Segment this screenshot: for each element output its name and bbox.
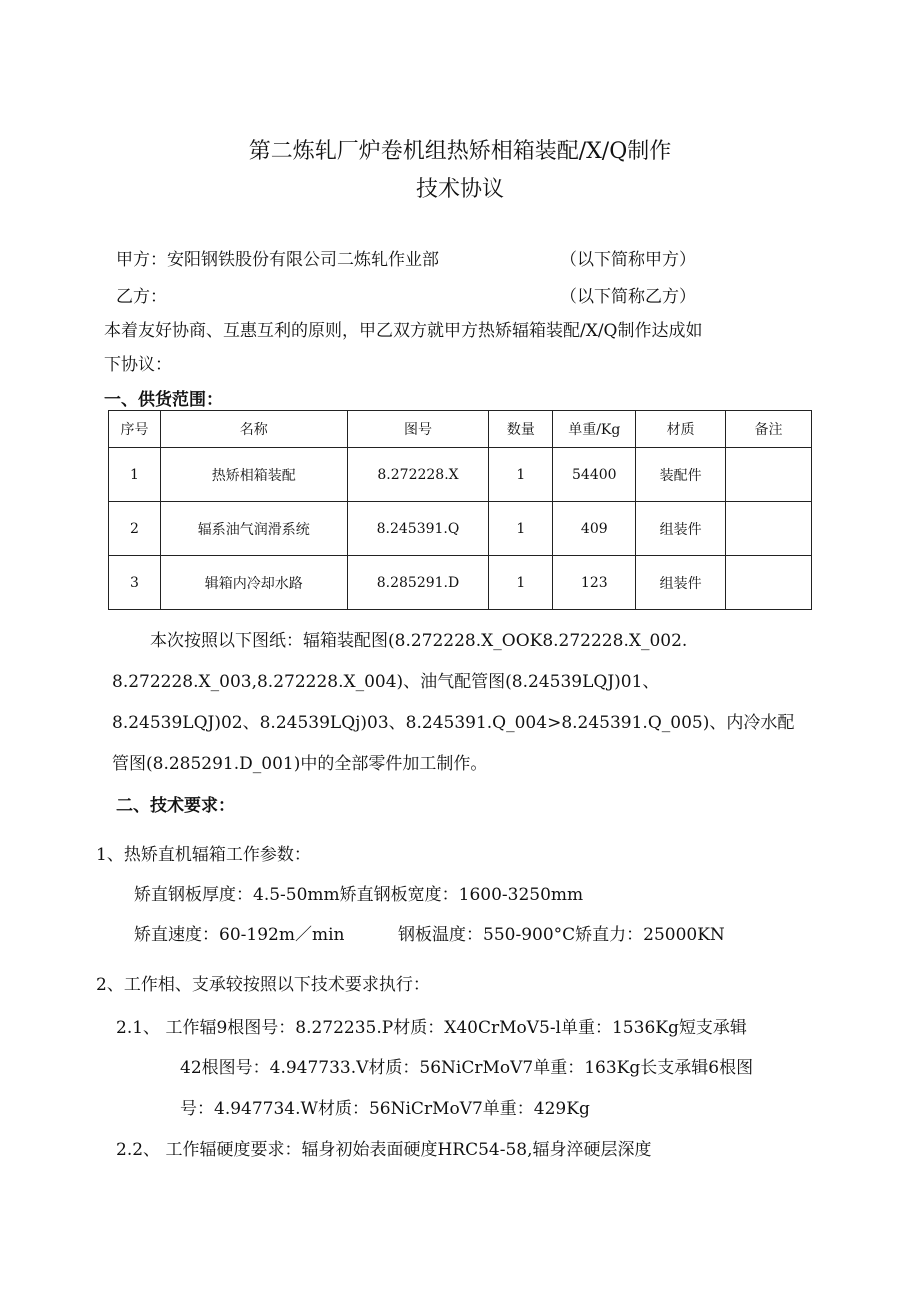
header-cell: 备注 (726, 411, 812, 448)
table-cell: 8.245391.Q (347, 502, 489, 556)
table-cell: 装配件 (636, 448, 726, 502)
header-cell: 单重/Kg (553, 411, 636, 448)
party-b: 乙方： (116, 287, 167, 307)
table-cell: 组装件 (636, 502, 726, 556)
party-a-note: （以下简称甲方） (560, 250, 696, 270)
table-cell: 热矫相箱装配 (160, 448, 347, 502)
drawing-para-line-3: 8.24539LQJ)02、8.24539LQj)03、8.245391.Q_004>8.245391.Q_005)、内冷水配 (112, 713, 795, 733)
table-cell: 1 (109, 448, 161, 502)
item-1-line-1: 矫直钢板厚度：4.5-50mm矫直钢板宽度：1600-3250mm (134, 885, 584, 905)
drawing-para-line-4: 管图(8.285291.D_001)中的全部零件加工制作。 (112, 754, 488, 774)
table-header-row (109, 411, 812, 448)
intro-line-2: 下协议： (104, 355, 172, 375)
section-2-heading: 二、技术要求： (116, 796, 235, 816)
table-cell: 组装件 (636, 556, 726, 610)
header-cell: 名称 (160, 411, 347, 448)
table-cell: 辑箱内冷却水路 (160, 556, 347, 610)
table-cell: 8.272228.X (347, 448, 489, 502)
drawing-para-line-2: 8.272228.X_003,8.272228.X_004)、油气配管图(8.24539LQJ)01、 (112, 672, 660, 692)
table-cell: 8.285291.D (347, 556, 489, 610)
table-cell (726, 448, 812, 502)
table-cell: 409 (553, 502, 636, 556)
header-cell: 数量 (489, 411, 553, 448)
party-a: 甲方：安阳钢铁股份有限公司二炼轧作业部 (116, 250, 439, 270)
table-cell: 1 (489, 556, 553, 610)
intro-line-1: 本着友好协商、互惠互利的原则，甲乙双方就甲方热矫辐箱装配/X/Q制作达成如 (104, 321, 703, 341)
table-row (109, 448, 812, 502)
party-b-note: （以下简称乙方） (560, 287, 696, 307)
header-cell: 图号 (347, 411, 489, 448)
table-row (109, 502, 812, 556)
sub-2-2-line: 2.2、 工作辐硬度要求：辐身初始表面硬度HRC54-58,辐身淬硬层深度 (116, 1140, 652, 1160)
table-cell: 3 (109, 556, 161, 610)
table-cell (726, 556, 812, 610)
item-1-line-2b: 钢板温度：550-900°C矫直力：25000KN (398, 925, 725, 945)
document-subtitle: 技术协议 (415, 177, 504, 202)
header-cell: 材质 (636, 411, 726, 448)
drawing-para-line-1: 本次按照以下图纸：辐箱装配图(8.272228.X_OOK8.272228.X_002. (150, 631, 688, 651)
sub-2-1-line-2: 42根图号：4.947733.V材质：56NiCrMoV7单重：163Kg长支承辑6根图 (180, 1058, 754, 1078)
item-2-heading: 2、工作相、支承较按照以下技术要求执行： (96, 975, 430, 995)
table-cell: 1 (489, 502, 553, 556)
item-1-heading: 1、热矫直机辐箱工作参数： (96, 845, 311, 865)
table-cell: 1 (489, 448, 553, 502)
section-1-heading: 一、供货范围： (104, 390, 223, 410)
sub-2-1-line-3: 号：4.947734.W材质：56NiCrMoV7单重：429Kg (180, 1099, 590, 1119)
header-cell: 序号 (109, 411, 161, 448)
table-cell: 辐系油气润滑系统 (160, 502, 347, 556)
item-1-line-2a: 矫直速度：60-192m／min (134, 925, 345, 945)
document-title: 第二炼轧厂炉卷机组热矫相箱装配/X/Q制作 (248, 139, 672, 164)
table-cell: 54400 (553, 448, 636, 502)
table-cell (726, 502, 812, 556)
table-cell: 2 (109, 502, 161, 556)
table-row (109, 556, 812, 610)
sub-2-1-line-1: 2.1、 工作辐9根图号：8.272235.P材质：X40CrMoV5-l单重：1536Kg短支承辑 (116, 1018, 747, 1038)
table-cell: 123 (553, 556, 636, 610)
supply-table (108, 410, 812, 610)
